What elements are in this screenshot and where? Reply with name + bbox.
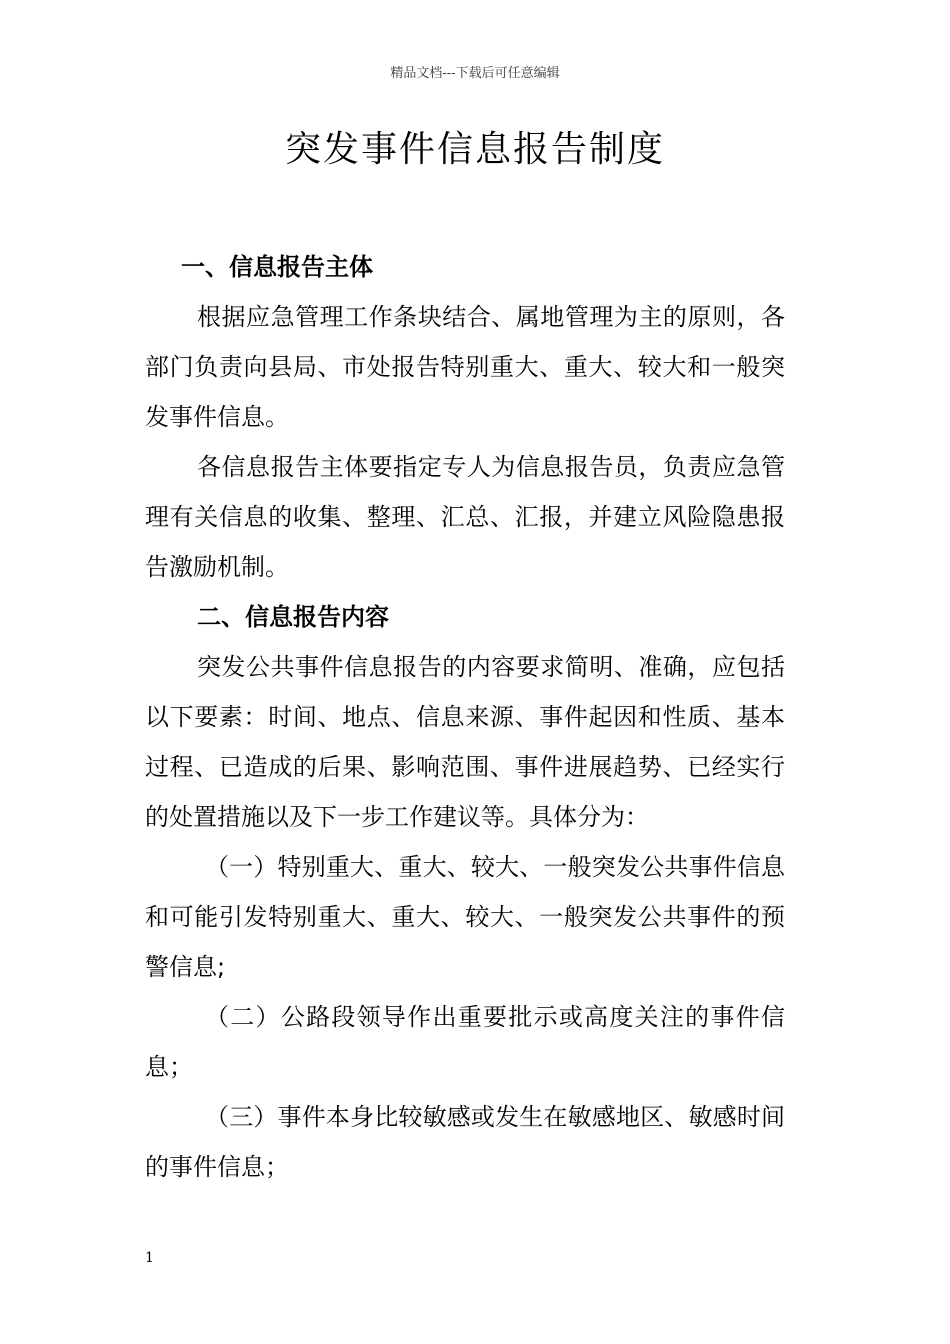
list-item: （二）公路段领导作出重要批示或高度关注的事件信息； [145, 1003, 785, 1081]
list-item: （三）事件本身比较敏感或发生在敏感地区、敏感时间的事件信息； [145, 1103, 785, 1181]
list-item: （一）特别重大、重大、较大、一般突发公共事件信息和可能引发特别重大、重大、较大、一般突发公共事件的预警信息; [145, 853, 785, 981]
section-heading-2: 二、信息报告内容 [197, 603, 389, 631]
paragraph: 根据应急管理工作条块结合、属地管理为主的原则，各部门负责向县局、市处报告特别重大、重大、较大和一般突发事件信息。 [145, 303, 785, 431]
paragraph: 各信息报告主体要指定专人为信息报告员，负责应急管理有关信息的收集、整理、汇总、汇报，并建立风险隐患报告激励机制。 [145, 453, 785, 581]
paragraph: 突发公共事件信息报告的内容要求简明、准确，应包括以下要素：时间、地点、信息来源、事件起因和性质、基本过程、已造成的后果、影响范围、事件进展趋势、已经实行的处置措施以及下一步工作建议等。具体分为： [145, 653, 785, 831]
document-title: 突发事件信息报告制度 [284, 129, 665, 170]
section-heading-1: 一、信息报告主体 [181, 253, 373, 281]
page-number: 1 [145, 1250, 154, 1266]
page-header: 精品文档---下载后可任意编辑 [390, 66, 560, 81]
document-body [145, 242, 785, 1192]
